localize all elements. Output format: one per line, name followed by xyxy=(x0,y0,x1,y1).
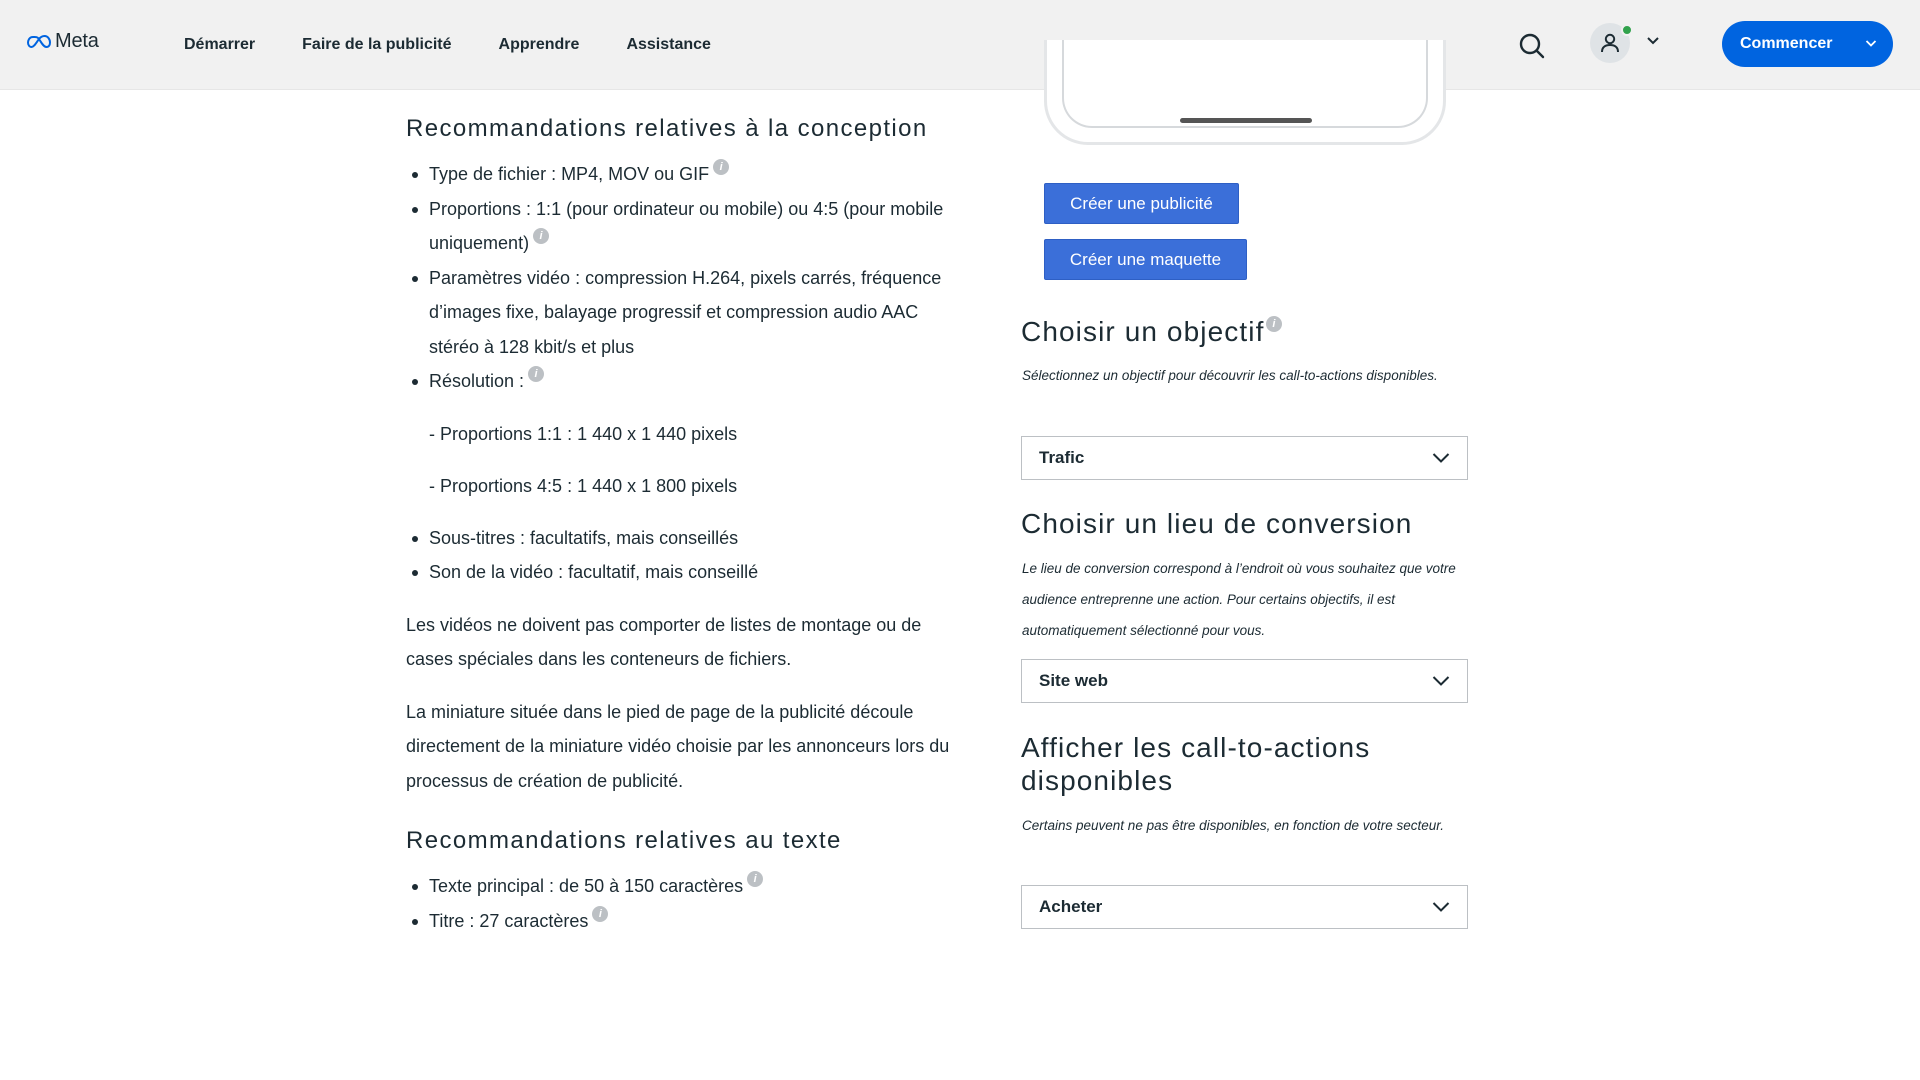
conversion-selected-value: Site web xyxy=(1039,671,1108,690)
user-icon xyxy=(1599,32,1621,54)
info-icon[interactable]: i xyxy=(713,159,729,175)
text-recommendations-title: Recommandations relatives au texte xyxy=(406,827,842,854)
nav-apprendre[interactable]: Apprendre xyxy=(498,36,580,53)
cta-selected-value: Acheter xyxy=(1039,897,1103,916)
design-specs-list xyxy=(406,157,966,399)
conversion-description: Le lieu de conversion correspond à l’endroit où vous souhaitez que votre audience entreprenne une action. Pour certains objectifs, il est automatiquement sélectionné pour vous. xyxy=(1022,561,1456,638)
nav-demarrer[interactable]: Démarrer xyxy=(184,36,256,53)
create-ad-button[interactable]: Créer une publicité xyxy=(1044,183,1239,224)
list-item: Titre : 27 caractères i xyxy=(406,904,966,939)
phone-preview-screen xyxy=(1062,40,1428,128)
info-icon[interactable]: i xyxy=(528,366,544,382)
meta-logo-text: Meta xyxy=(55,30,99,52)
cta-title: Afficher les call-to-actions disponibles xyxy=(1021,732,1371,796)
chevron-down-icon xyxy=(1432,675,1450,687)
objective-description: Sélectionnez un objectif pour découvrir les call-to-actions disponibles. xyxy=(1022,368,1438,383)
commencer-label: Commencer xyxy=(1740,35,1833,52)
list-item: Type de fichier : MP4, MOV ou GIF i xyxy=(406,157,966,192)
list-item: Son de la vidéo : facultatif, mais conseillé xyxy=(406,555,966,590)
meta-logo[interactable] xyxy=(27,30,99,53)
search-icon[interactable] xyxy=(1518,32,1546,60)
list-item: Proportions : 1:1 (pour ordinateur ou mobile) ou 4:5 (pour mobile uniquement) i xyxy=(406,192,966,261)
conversion-select[interactable] xyxy=(1021,659,1468,703)
specs-column xyxy=(406,110,966,938)
chevron-down-icon xyxy=(1432,901,1450,913)
list-item: Résolution : i xyxy=(406,364,966,399)
cta-select[interactable] xyxy=(1021,885,1468,929)
objective-title: Choisir un objectif i xyxy=(1021,315,1282,348)
video-container-note: Les vidéos ne doivent pas comporter de listes de montage ou de cases spéciales dans les conteneurs de fichiers. xyxy=(406,614,922,669)
thumbnail-note: La miniature située dans le pied de page de la publicité découle directement de la miniature vidéo choisie par les annonceurs lors du processus de création de publicité. xyxy=(406,701,950,791)
design-recommendations-title: Recommandations relatives à la conception xyxy=(406,115,928,142)
resolution-1-1: - Proportions 1:1 : 1 440 x 1 440 pixels xyxy=(429,423,738,444)
info-icon[interactable]: i xyxy=(1266,316,1282,332)
objective-selected-value: Trafic xyxy=(1039,448,1085,467)
cta-description: Certains peuvent ne pas être disponibles, en fonction de votre secteur. xyxy=(1022,818,1445,833)
chevron-down-icon xyxy=(1432,452,1450,464)
objective-select[interactable] xyxy=(1021,436,1468,480)
conversion-title: Choisir un lieu de conversion xyxy=(1021,508,1413,539)
top-navigation-bar xyxy=(0,0,1920,90)
info-icon[interactable]: i xyxy=(533,228,549,244)
info-icon[interactable]: i xyxy=(592,906,608,922)
list-item: Texte principal : de 50 à 150 caractères i xyxy=(406,869,966,904)
account-status-dot xyxy=(1621,24,1633,36)
commencer-button[interactable] xyxy=(1722,21,1893,67)
extra-specs-list xyxy=(406,521,966,590)
nav-assistance[interactable]: Assistance xyxy=(626,36,711,53)
phone-home-indicator xyxy=(1180,118,1312,123)
main-nav xyxy=(184,0,758,90)
text-specs-list xyxy=(406,869,966,938)
account-chevron-down-icon[interactable] xyxy=(1646,36,1660,46)
nav-faire-de-la-publicite[interactable]: Faire de la publicité xyxy=(302,36,452,53)
chevron-down-icon xyxy=(1865,39,1877,48)
meta-infinity-icon xyxy=(27,35,51,49)
list-item: Sous-titres : facultatifs, mais conseillés xyxy=(406,521,966,556)
create-mockup-button[interactable]: Créer une maquette xyxy=(1044,239,1247,280)
list-item: Paramètres vidéo : compression H.264, pixels carrés, fréquence d’images fixe, balayage progressif et compression audio AAC stéréo à 128 kbit/s et plus xyxy=(406,261,966,365)
info-icon[interactable]: i xyxy=(747,871,763,887)
resolution-4-5: - Proportions 4:5 : 1 440 x 1 800 pixels xyxy=(429,475,738,496)
